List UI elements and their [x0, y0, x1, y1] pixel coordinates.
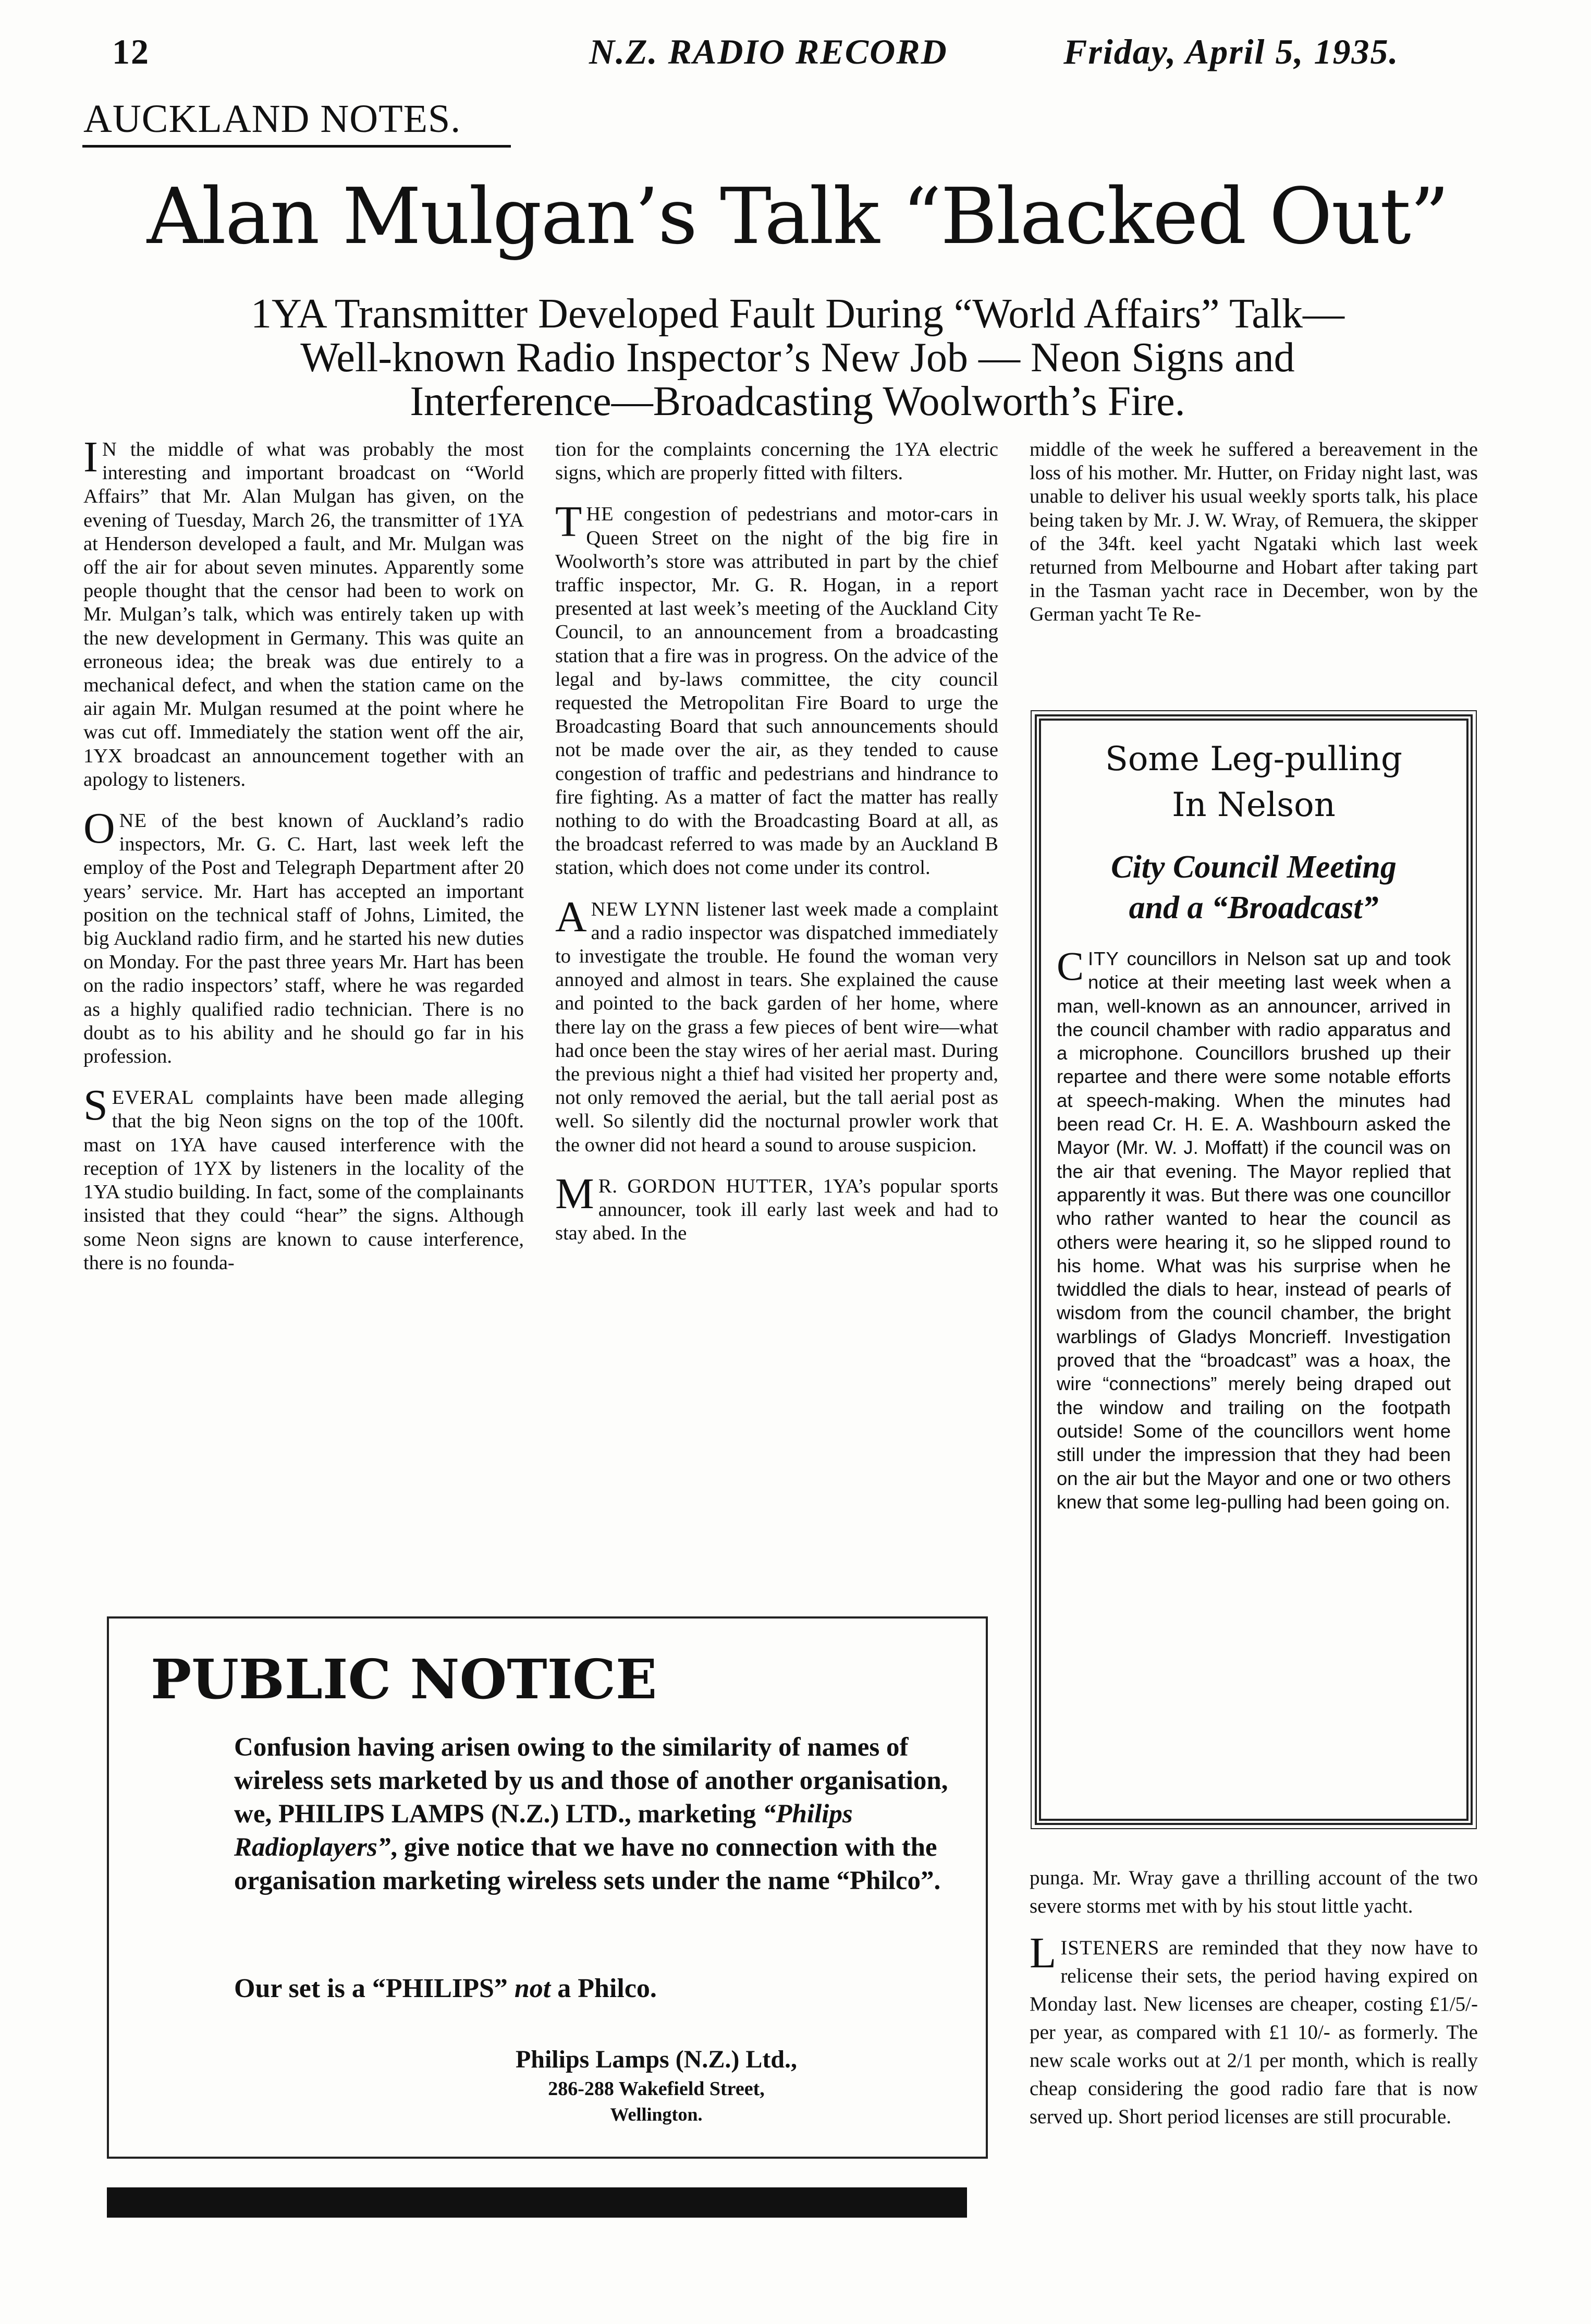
- public-notice-ad: [107, 1616, 988, 2159]
- subhead-line-1: 1YA Transmitter Developed Fault During “World Affairs” Talk—: [250, 291, 1345, 337]
- sidebar-subtitle: City Council Meeting and a “Broadcast”: [1111, 849, 1397, 926]
- notice-title: PUBLIC NOTICE: [151, 1647, 657, 1711]
- article-licences: LISTENERS are reminded that they now have to relicense their sets, the period having expired on Monday last. New licenses are cheaper, costing £1/5/- per year, as compared with £1 10/- as formerly. The new scale works out at 2/1 per month, which is really cheap considering the good radio fare that is now served up. Short period licenses are still procurable.: [1030, 1929, 1478, 2128]
- section-title-rule: [82, 145, 511, 148]
- sidebar-box: [1035, 714, 1473, 1825]
- column-3-bottom: [1030, 1864, 1478, 2149]
- subhead: [63, 292, 1533, 423]
- subhead-line-3: Interference—Broadcasting Woolworth’s Fire.: [410, 379, 1185, 424]
- article-new-lynn: A NEW LYNN listener last week made a complaint and a radio inspector was dispatched immediately to investigate the trouble. He found the woman very annoyed and almost in tears. She explained the cause and pointed to the back garden of her home, where there lay on the grass a few pieces of bent wire—what had once been the stay wires of her aerial mast. During the previous night a thief had visited her property and, not only removed the aerial, but the tall aerial post as well. So silently did the nocturnal prowler work that the owner did not heard a sound to arouse suspicion.: [555, 892, 998, 1156]
- article-wray-yacht: punga. Mr. Wray gave a thrilling account of the two severe storms met with by his stout little yacht.: [1030, 1867, 1478, 1917]
- page-header: [0, 31, 1591, 83]
- headline: Alan Mulgan’s Talk “Blacked Out”: [146, 172, 1449, 261]
- article-woolworths-fire: THE congestion of pedestrians and motor-cars in Queen Street on the night of the big fire in Woolworth’s store was attributed in part by the chief traffic inspector, Mr. G. R. Hogan, in a report presented at last week’s meeting of the Auckland City Council, to an announcement from a broadcasting station that a fire was in progress. On the advice of the legal and by-laws committee, the city council requested the Metropolitan Fire Board to urge the Broadcasting Board that such announcements should not be made over the air, as they tended to cause congestion of traffic and pedestrians and hindrance to fire fighting. As a matter of fact the matter has really nothing to do with the Broadcasting Board at all, as the broadcast referred to was made by an Auckland B station, which does not come under its control.: [555, 497, 998, 879]
- article-neon-signs: SEVERAL complaints have been made alleging that the big Neon signs on the top of the 100ft. mast on 1YA have caused interference with the reception of 1YX by listeners in the locality of the 1YA studio building. In fact, some of the complainants insisted that they could “hear” the signs. Although some Neon signs are known to cause interference, there is no founda-: [83, 1081, 524, 1274]
- notice-signature: Philips Lamps (N.Z.) Ltd., 286-288 Wakefield Street, Wellington.: [515, 2046, 798, 2125]
- page-number: 12: [112, 32, 150, 71]
- subhead-line-2: Well-known Radio Inspector’s New Job — Neon Signs and: [300, 335, 1295, 381]
- column-2: [555, 438, 998, 1263]
- article-radio-inspector: ONE of the best known of Auckland’s radio inspectors, Mr. G. C. Hart, last week left the employ of the Post and Telegraph Department after 20 years’ service. Mr. Hart has accepted an important position on the technical staff of Johns, Limited, the big Auckland radio firm, and he started his new duties on Monday. For the past three years Mr. Hart has been on the radio inspectors’ staff, where he was regarded as a highly qualified radio technician. There is no doubt as to his ability and he should go far in his profession.: [83, 804, 524, 1068]
- notice-set-statement: Our set is a “PHILIPS” not a Philco.: [234, 1974, 657, 2003]
- section-title: AUCKLAND NOTES.: [83, 97, 461, 141]
- column-1: [83, 433, 524, 1293]
- publication-name: N.Z. RADIO RECORD: [589, 32, 948, 71]
- article-neon-fault: I N the middle of what was probably the most interesting and important broadcast on “World Affairs” that Mr. Alan Mulgan has given, on the evening of Tuesday, March 26, the transmitter of 1YA at Henderson developed a fault, and Mr. Mulgan was off the air for about seven minutes. Apparently some people thought that the censor had been to work on Mr. Mulgan’s talk, which was entirely taken up with the new development in Germany. This was quite an erroneous idea; the break was due entirely to a mechanical defect, and when the station came on the air again Mr. Mulgan resumed at the point where he was cut off. Immediately the station went off the air, 1YX broadcast an announcement together with an apology to listeners.: [83, 433, 524, 790]
- sidebar-body: CITY councillors in Nelson sat up and took notice at their meeting last week when a man, well-known as an announcer, arrived in the council chamber with radio apparatus and a microphone. Councillors brushed up their repartee and there were some notable efforts at speech-making. When the minutes had been read Cr. H. E. A. Washbourn asked the Mayor (Mr. W. J. Moffatt) if the council was on the air that evening. The Mayor replied that apparently it was. But there was one councillor who rather wanted to hear the council as others were hearing it, so he slipped round to his home. What was his surprise when he twiddled the dials to hear, instead of pearls of wisdom from the council chamber, the bright warblings of Gladys Moncrieff. Investigation proved that the “broadcast” was a hoax, the wire “connections” merely being draped out the window and trailing on the footpath outside! Some of the councillors went home still under the impression that they had been on the air but the Mayor and one or two others knew that some leg-pulling had been going on.: [1057, 943, 1451, 1513]
- article-gordon-hutter: M R. GORDON HUTTER, 1YA’s popular sports announcer, took ill early last week and had to stay abed. In the: [555, 1169, 998, 1245]
- notice-body: Confusion having arisen owing to the similarity of names of wireless sets marketed by us and those of another organisation, we, PHILIPS LAMPS (N.Z.) LTD., marketing “Philips Radioplayers”, give notice that we have no connection with the organisation marketing wireless sets under the name “Philco”.: [234, 1733, 948, 1895]
- notice-bottom-bar: [107, 2187, 967, 2218]
- article-neon-signs-cont: tion for the complaints concerning the 1YA electric signs, which are properly fitted with filters.: [555, 439, 998, 484]
- column-3-top: [1030, 438, 1478, 644]
- issue-date: Friday, April 5, 1935.: [1063, 32, 1399, 71]
- sidebar-title: Some Leg-pulling In Nelson: [1105, 740, 1403, 824]
- article-gordon-hutter-cont: middle of the week he suffered a bereavement in the loss of his mother. Mr. Hutter, on Friday night last, was unable to deliver his usual weekly sports talk, his place being taken by Mr. J. W. Wray, of Remuera, the skipper of the 34ft. keel yacht Ngataki which last week returned from Melbourne and Hobart after taking part in the Tasman yacht race in December, won by the German yacht Te Re-: [1030, 439, 1478, 626]
